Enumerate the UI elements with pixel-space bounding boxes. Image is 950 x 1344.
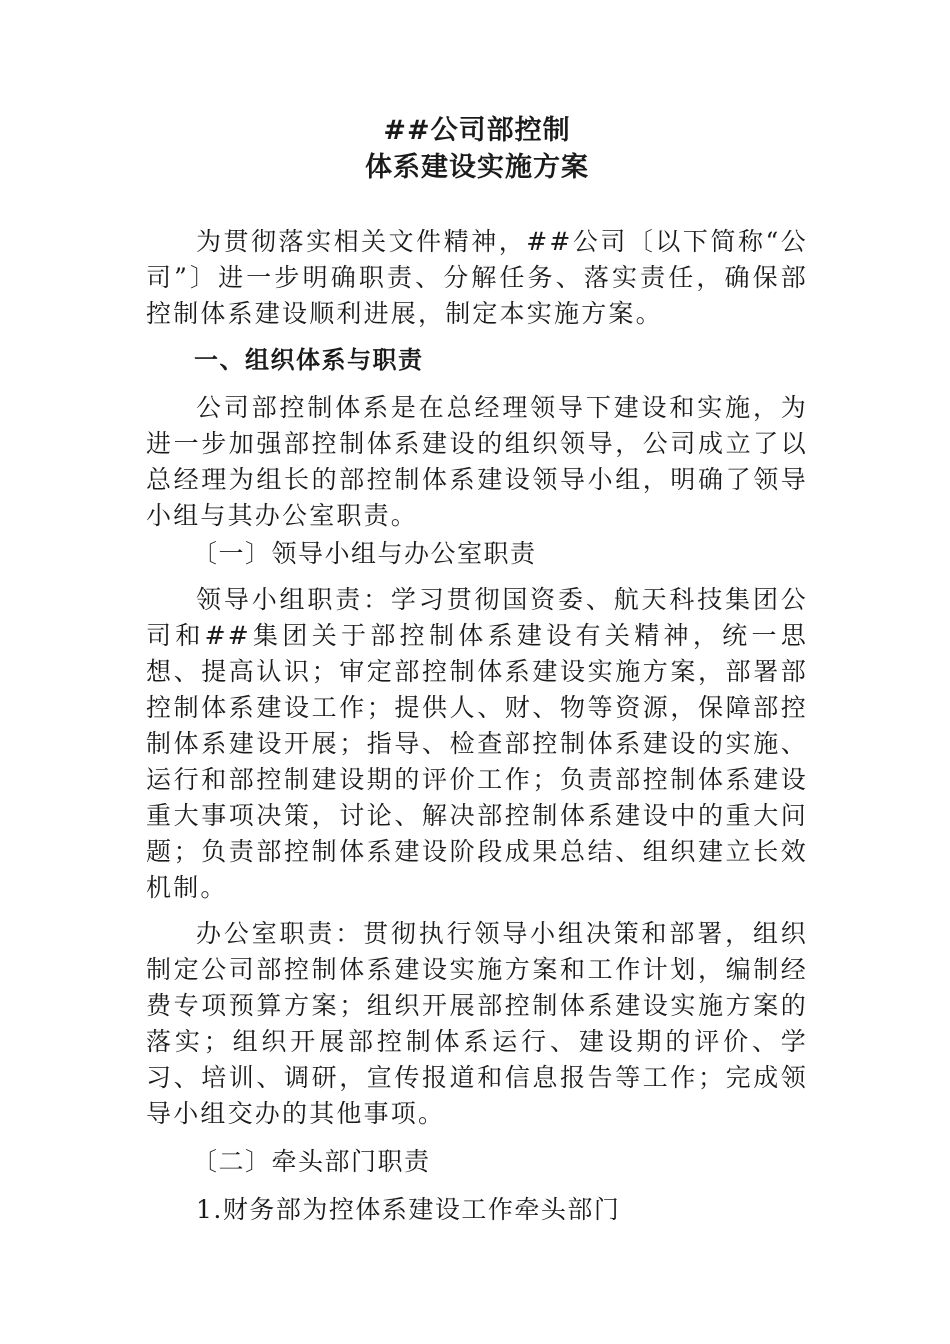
office-duties-paragraph: 办公室职责：贯彻执行领导小组决策和部署，组织制定公司部控制体系建设实施方案和工作计划，编制经费专项预算方案；组织开展部控制体系建设实施方案的落实；组织开展部控制体系运行、建设期的评价、学习、培训、调研，宣传报道和信息报告等工作；完成领导小组交办的其他事项。 <box>146 919 808 1128</box>
title-line-2: 体系建设实施方案 <box>365 152 589 183</box>
section1-paragraph: 公司部控制体系是在总经理领导下建设和实施，为进一步加强部控制体系建设的组织领导，公司成立了以总经理为组长的部控制体系建设领导小组，明确了领导小组与其办公室职责。 <box>146 393 808 530</box>
subsection1-heading: 〔一〕领导小组与办公室职责 <box>192 539 537 568</box>
document-page <box>146 112 808 1228</box>
subsection2-heading: 〔二〕牵头部门职责 <box>192 1147 431 1176</box>
leader-duties-paragraph: 领导小组职责：学习贯彻国资委、航天科技集团公司和##集团关于部控制体系建设有关精神，统一思想、提高认识；审定部控制体系建设实施方案，部署部控制体系建设工作；提供人、财、物等资源，保障部控制体系建设开展；指导、检查部控制体系建设的实施、运行和部控制建设期的评价工作；负责部控制体系建设重大事项决策，讨论、解决部控制体系建设中的重大问题；负责部控制体系建设阶段成果总结、组织建立长效机制。 <box>146 585 808 902</box>
title-line-1: ##公司部控制 <box>383 115 571 146</box>
section1-heading: 一、组织体系与职责 <box>194 346 424 374</box>
document-title <box>146 112 808 186</box>
intro-paragraph: 为贯彻落实相关文件精神，##公司〔以下简称“公司”〕进一步明确职责、分解任务、落实责任，确保部控制体系建设顺利进展，制定本实施方案。 <box>146 227 808 328</box>
list-item-1: 1.财务部为控体系建设工作牵头部门 <box>196 1195 621 1224</box>
